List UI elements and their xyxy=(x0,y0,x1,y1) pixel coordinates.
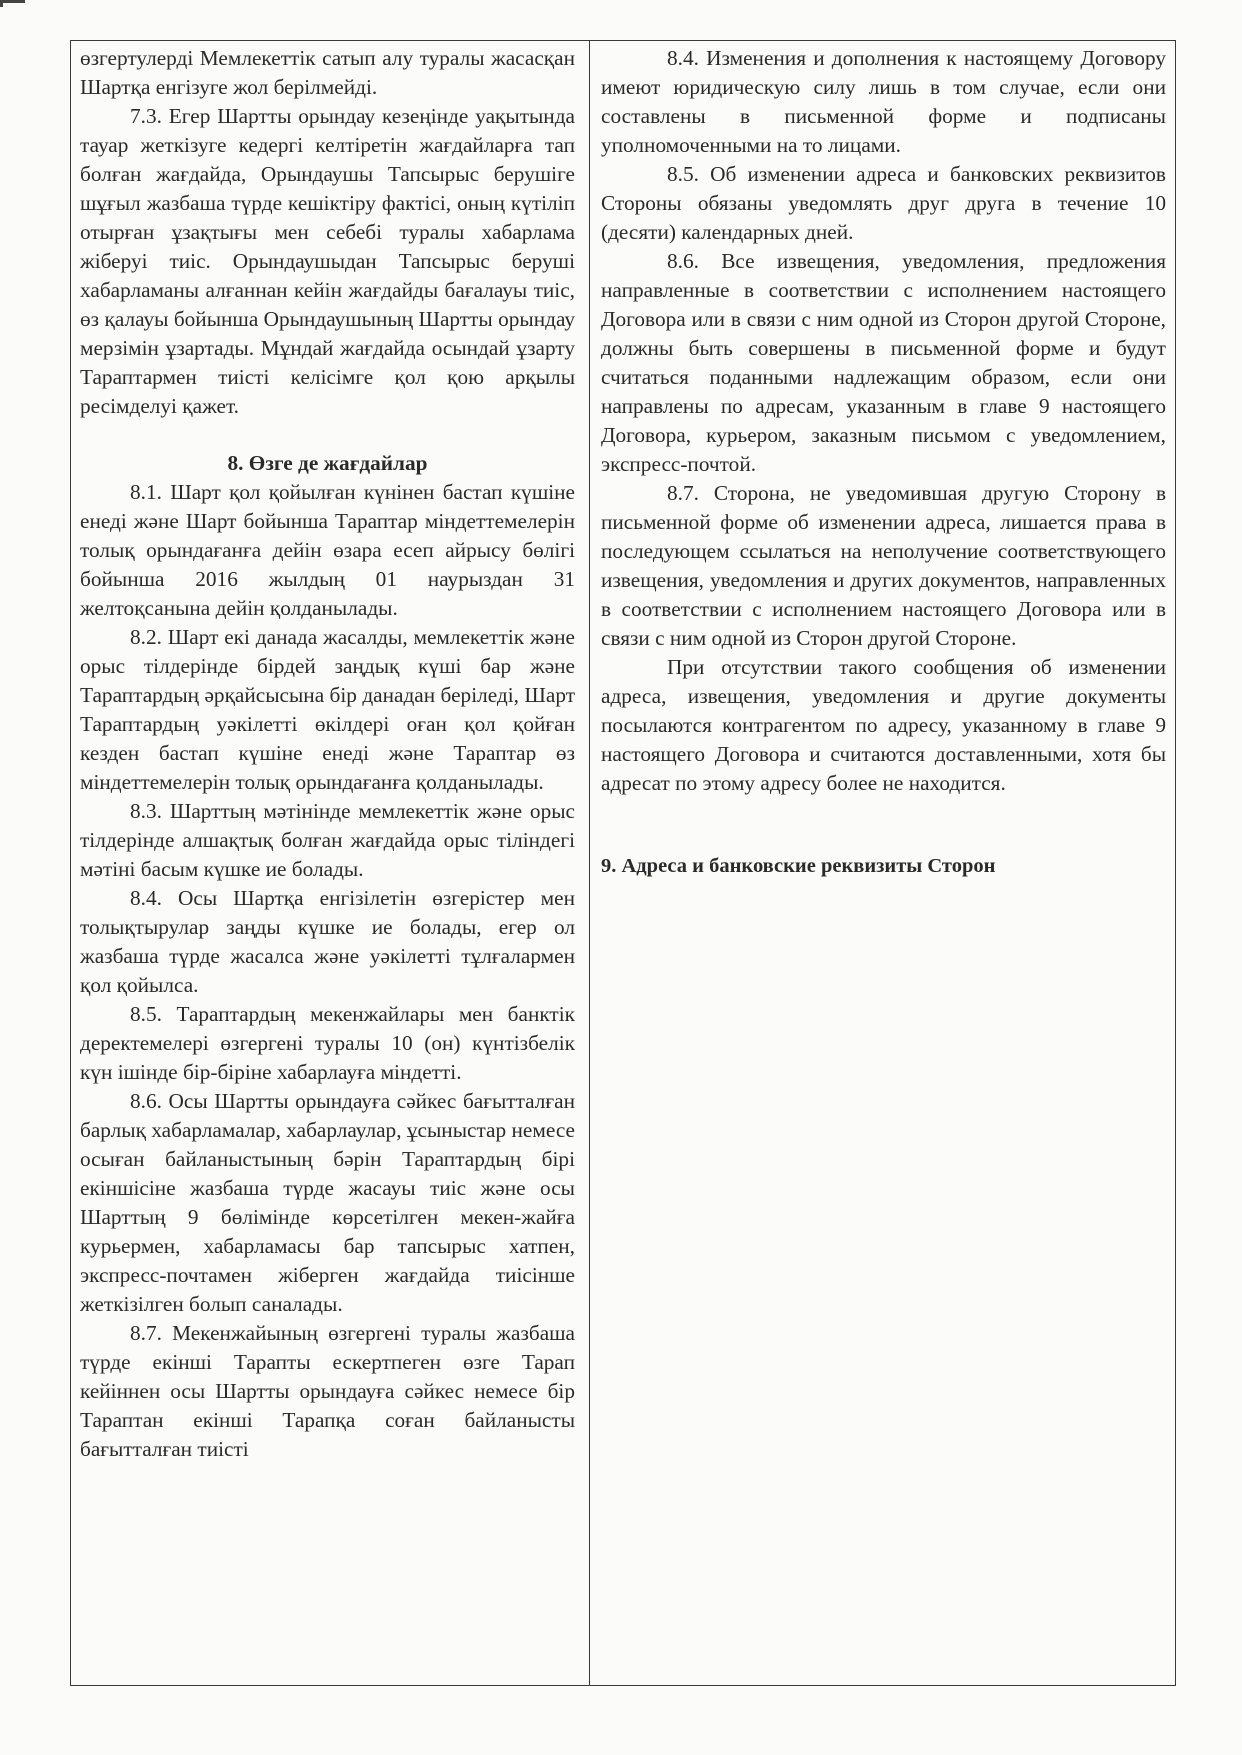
kazakh-column xyxy=(80,44,575,1464)
paragraph-7-3-kz: 7.3. Егер Шартты орындау кезеңінде уақытында тауар жеткізуге кедергі келтіретін жағдайларға тап болған жағдайда, Орындаушы Тапсырыс берушіге шұғыл жазбаша түрде кешіктіру фактісі, оның күтіліп отырған ұзақтығы мен себебі туралы хабарлама жіберуі тиіс. Орындаушыдан Тапсырыс беруші хабарламаны алғаннан кейін жағдайды бағалауы тиіс, өз қалауы бойынша Орындаушының Шартты орындау мерзімін ұзартады. Мұндай жағдайда осындай ұзарту Тараптармен тиісті келісімге қол қою арқылы ресімделуі қажет. xyxy=(80,104,575,418)
section-heading-9-ru: 9. Адреса и банковские реквизиты Сторон xyxy=(601,855,996,877)
paragraph-8-7-ru: 8.7. Сторона, не уведомившая другую Сторону в письменной форме об изменении адреса, лишается права в последующем ссылаться на неполучение соответствующего извещения, уведомления и других документов, направленных в соответствии с исполнением настоящего Договора или в связи с ним одной из Сторон другой Стороне. xyxy=(601,481,1166,650)
paragraph-8-4-ru: 8.4. Изменения и дополнения к настоящему Договору имеют юридическую силу лишь в том случае, если они составлены в письменной форме и подписаны уполномоченными на то лицами. xyxy=(601,46,1166,157)
section-heading-8-kz: 8. Өзге де жағдайлар xyxy=(227,451,428,475)
paragraph-8-4-kz: 8.4. Осы Шартқа енгізілетін өзгерістер мен толықтырулар заңды күшке ие болады, егер ол жазбаша түрде жасалса және уәкілетті тұлғалармен қол қойылса. xyxy=(80,886,575,997)
paragraph-8-6-ru: 8.6. Все извещения, уведомления, предложения направленные в соответствии с исполнением настоящего Договора или в связи с ним одной из Сторон другой Стороне, должны быть совершены в письменной форме и будут считаться поданными надлежащим образом, если они направлены по адресам, указанным в главе 9 настоящего Договора, курьером, заказным письмом с уведомлением, экспресс-почтой. xyxy=(601,249,1166,476)
paragraph-8-1-kz: 8.1. Шарт қол қойылған күнінен бастап күшіне енеді және Шарт бойынша Тараптар міндеттемелерін толық орындағанға дейін өзара есеп айрысу бөлігі бойынша 2016 жылдың 01 наурыздан 31 желтоқсанына дейін қолданылады. xyxy=(80,480,575,620)
scan-corner-mark xyxy=(0,0,25,7)
paragraph-8-3-kz: 8.3. Шарттың мәтінінде мемлекеттік және орыс тілдерінде алшақтық болған жағдайда орыс тіліндегі мәтіні басым күшке ие болады. xyxy=(80,799,575,881)
column-divider xyxy=(589,41,590,1685)
paragraph-8-7-kz: 8.7. Мекенжайының өзгергені туралы жазбаша түрде екінші Тарапты ескертпеген өзге Тарап кейіннен осы Шартты орындауға сәйкес немесе бір Тараптан екінші Тарапқа соған байланысты бағытталған тиісті xyxy=(80,1321,575,1461)
russian-column xyxy=(601,44,1166,881)
paragraph-8-5-ru: 8.5. Об изменении адреса и банковских реквизитов Стороны обязаны уведомлять друг друга в течение 10 (десяти) календарных дней. xyxy=(601,162,1166,244)
paragraph-address-absence-ru: При отсутствии такого сообщения об изменении адреса, извещения, уведомления и другие документы посылаются контрагентом по адресу, указанному в главе 9 настоящего Договора и считаются доставленными, хотя бы адресат по этому адресу более не находится. xyxy=(601,655,1166,795)
paragraph-8-2-kz: 8.2. Шарт екі данада жасалды, мемлекеттік және орыс тілдерінде бірдей заңдық күші бар және Тараптардың әрқайсысына бір данадан беріледі, Шарт Тараптардың уәкілетті өкілдері оған қол қойған кезден бастап күшіне енеді және Тараптар өз міндеттемелерін толық орындағанға қолданылады. xyxy=(80,625,575,794)
paragraph-8-5-kz: 8.5. Тараптардың мекенжайлары мен банктік деректемелері өзгергені туралы 10 (он) күнтізбелік күн ішінде бір-біріне хабарлауға міндетті. xyxy=(80,1002,575,1084)
paragraph-8-6-kz: 8.6. Осы Шартты орындауға сәйкес бағытталған барлық хабарламалар, хабарлаулар, ұсыныстар немесе осыған байланыстының бәрін Тараптардың бірі екіншісіне жазбаша түрде жасауы тиіс және осы Шарттың 9 бөлімінде көрсетілген мекен-жайға курьермен, хабарламасы бар тапсырыс хатпен, экспресс-почтамен жіберген жағдайда тиісінше жеткізілген болып саналады. xyxy=(80,1089,575,1316)
bilingual-contract-table xyxy=(70,40,1176,1686)
paragraph-intro-kz: өзгертулерді Мемлекеттік сатып алу туралы жасасқан Шартқа енгізуге жол берілмейді. xyxy=(80,46,575,99)
